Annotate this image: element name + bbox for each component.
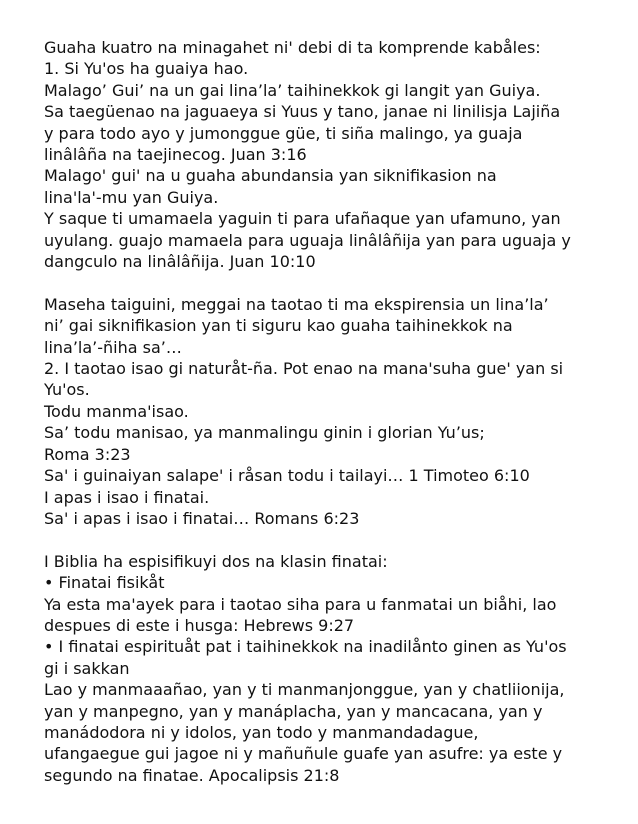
text-line: Sa' i apas i isao i finatai… Romans 6:23: [44, 508, 360, 528]
text-line: Malago’ Gui’ na un gai lina’la’ taihinekkok gi langit yan Guiya.: [44, 80, 541, 100]
text-line: Y saque ti umamaela yaguin ti para ufañaque yan ufamuno, yan: [44, 209, 561, 229]
text-line: I apas i isao i finatai.: [44, 487, 210, 507]
text-line: y para todo ayo y jumonggue güe, ti siña malingo, ya guaja: [44, 123, 523, 143]
text-line: Sa’ todu manisao, ya manmalingu ginin i glorian Yu’us;: [44, 423, 485, 443]
paragraph-gap: [44, 272, 594, 293]
text-line: yan y manpegno, yan y manáplacha, yan y mancacana, yan y: [44, 701, 543, 721]
paragraph-block-2: [44, 294, 594, 529]
text-line: despues di este i husga: Hebrews 9:27: [44, 615, 355, 635]
text-line: gi i sakkan: [44, 658, 130, 678]
text-line: Yu'os.: [44, 380, 90, 400]
text-line: manádodora ni y idolos, yan todo y manmandadague,: [44, 722, 479, 742]
text-line: Lao y manmaaañao, yan y ti manmanjonggue, yan y chatliionija,: [44, 680, 565, 700]
text-line: lina’la’-ñiha sa’…: [44, 337, 182, 357]
text-line: segundo na finatae. Apocalipsis 21:8: [44, 765, 340, 785]
text-line: I Biblia ha espisifikuyi dos na klasin finatai:: [44, 551, 388, 571]
text-line: Ya esta ma'ayek para i taotao siha para u fanmatai un biåhi, lao: [44, 594, 557, 614]
paragraph-block-1: [44, 37, 594, 272]
text-line: • Finatai fisikåt: [44, 573, 165, 593]
text-line: lina'la'-mu yan Guiya.: [44, 187, 219, 207]
text-line: ni’ gai siknifikasion yan ti siguru kao guaha taihinekkok na: [44, 316, 513, 336]
text-line: 1. Si Yu'os ha guaiya hao.: [44, 59, 249, 79]
text-line: uyulang. guajo mamaela para uguaja linâlâñija yan para uguaja y: [44, 230, 571, 250]
text-line: Guaha kuatro na minagahet ni' debi di ta komprende kabåles:: [44, 38, 541, 57]
text-line: dangculo na linâlâñija. Juan 10:10: [44, 252, 316, 272]
text-line: • I finatai espirituåt pat i taihinekkok na inadilånto ginen as Yu'os: [44, 637, 567, 657]
text-line: ufangaegue gui jagoe ni y mañuñule guafe yan asufre: ya este y: [44, 744, 563, 764]
text-line: Roma 3:23: [44, 444, 131, 464]
text-line: Maseha taiguini, meggai na taotao ti ma ekspirensia un lina’la’: [44, 294, 549, 314]
text-line: 2. I taotao isao gi naturåt-ña. Pot enao na mana'suha gue' yan si: [44, 359, 564, 379]
text-line: linâlâña na taejinecog. Juan 3:16: [44, 145, 307, 165]
text-line: Sa taegüenao na jaguaeya si Yuus y tano, janae ni linilisja Lajiña: [44, 102, 561, 122]
text-line: Todu manma'isao.: [44, 401, 189, 421]
paragraph-block-3: [44, 551, 594, 786]
paragraph-gap: [44, 529, 594, 550]
text-line: Sa' i guinaiyan salape' i råsan todu i tailayi… 1 Timoteo 6:10: [44, 466, 530, 486]
text-line: Malago' gui' na u guaha abundansia yan siknifikasion na: [44, 166, 497, 186]
